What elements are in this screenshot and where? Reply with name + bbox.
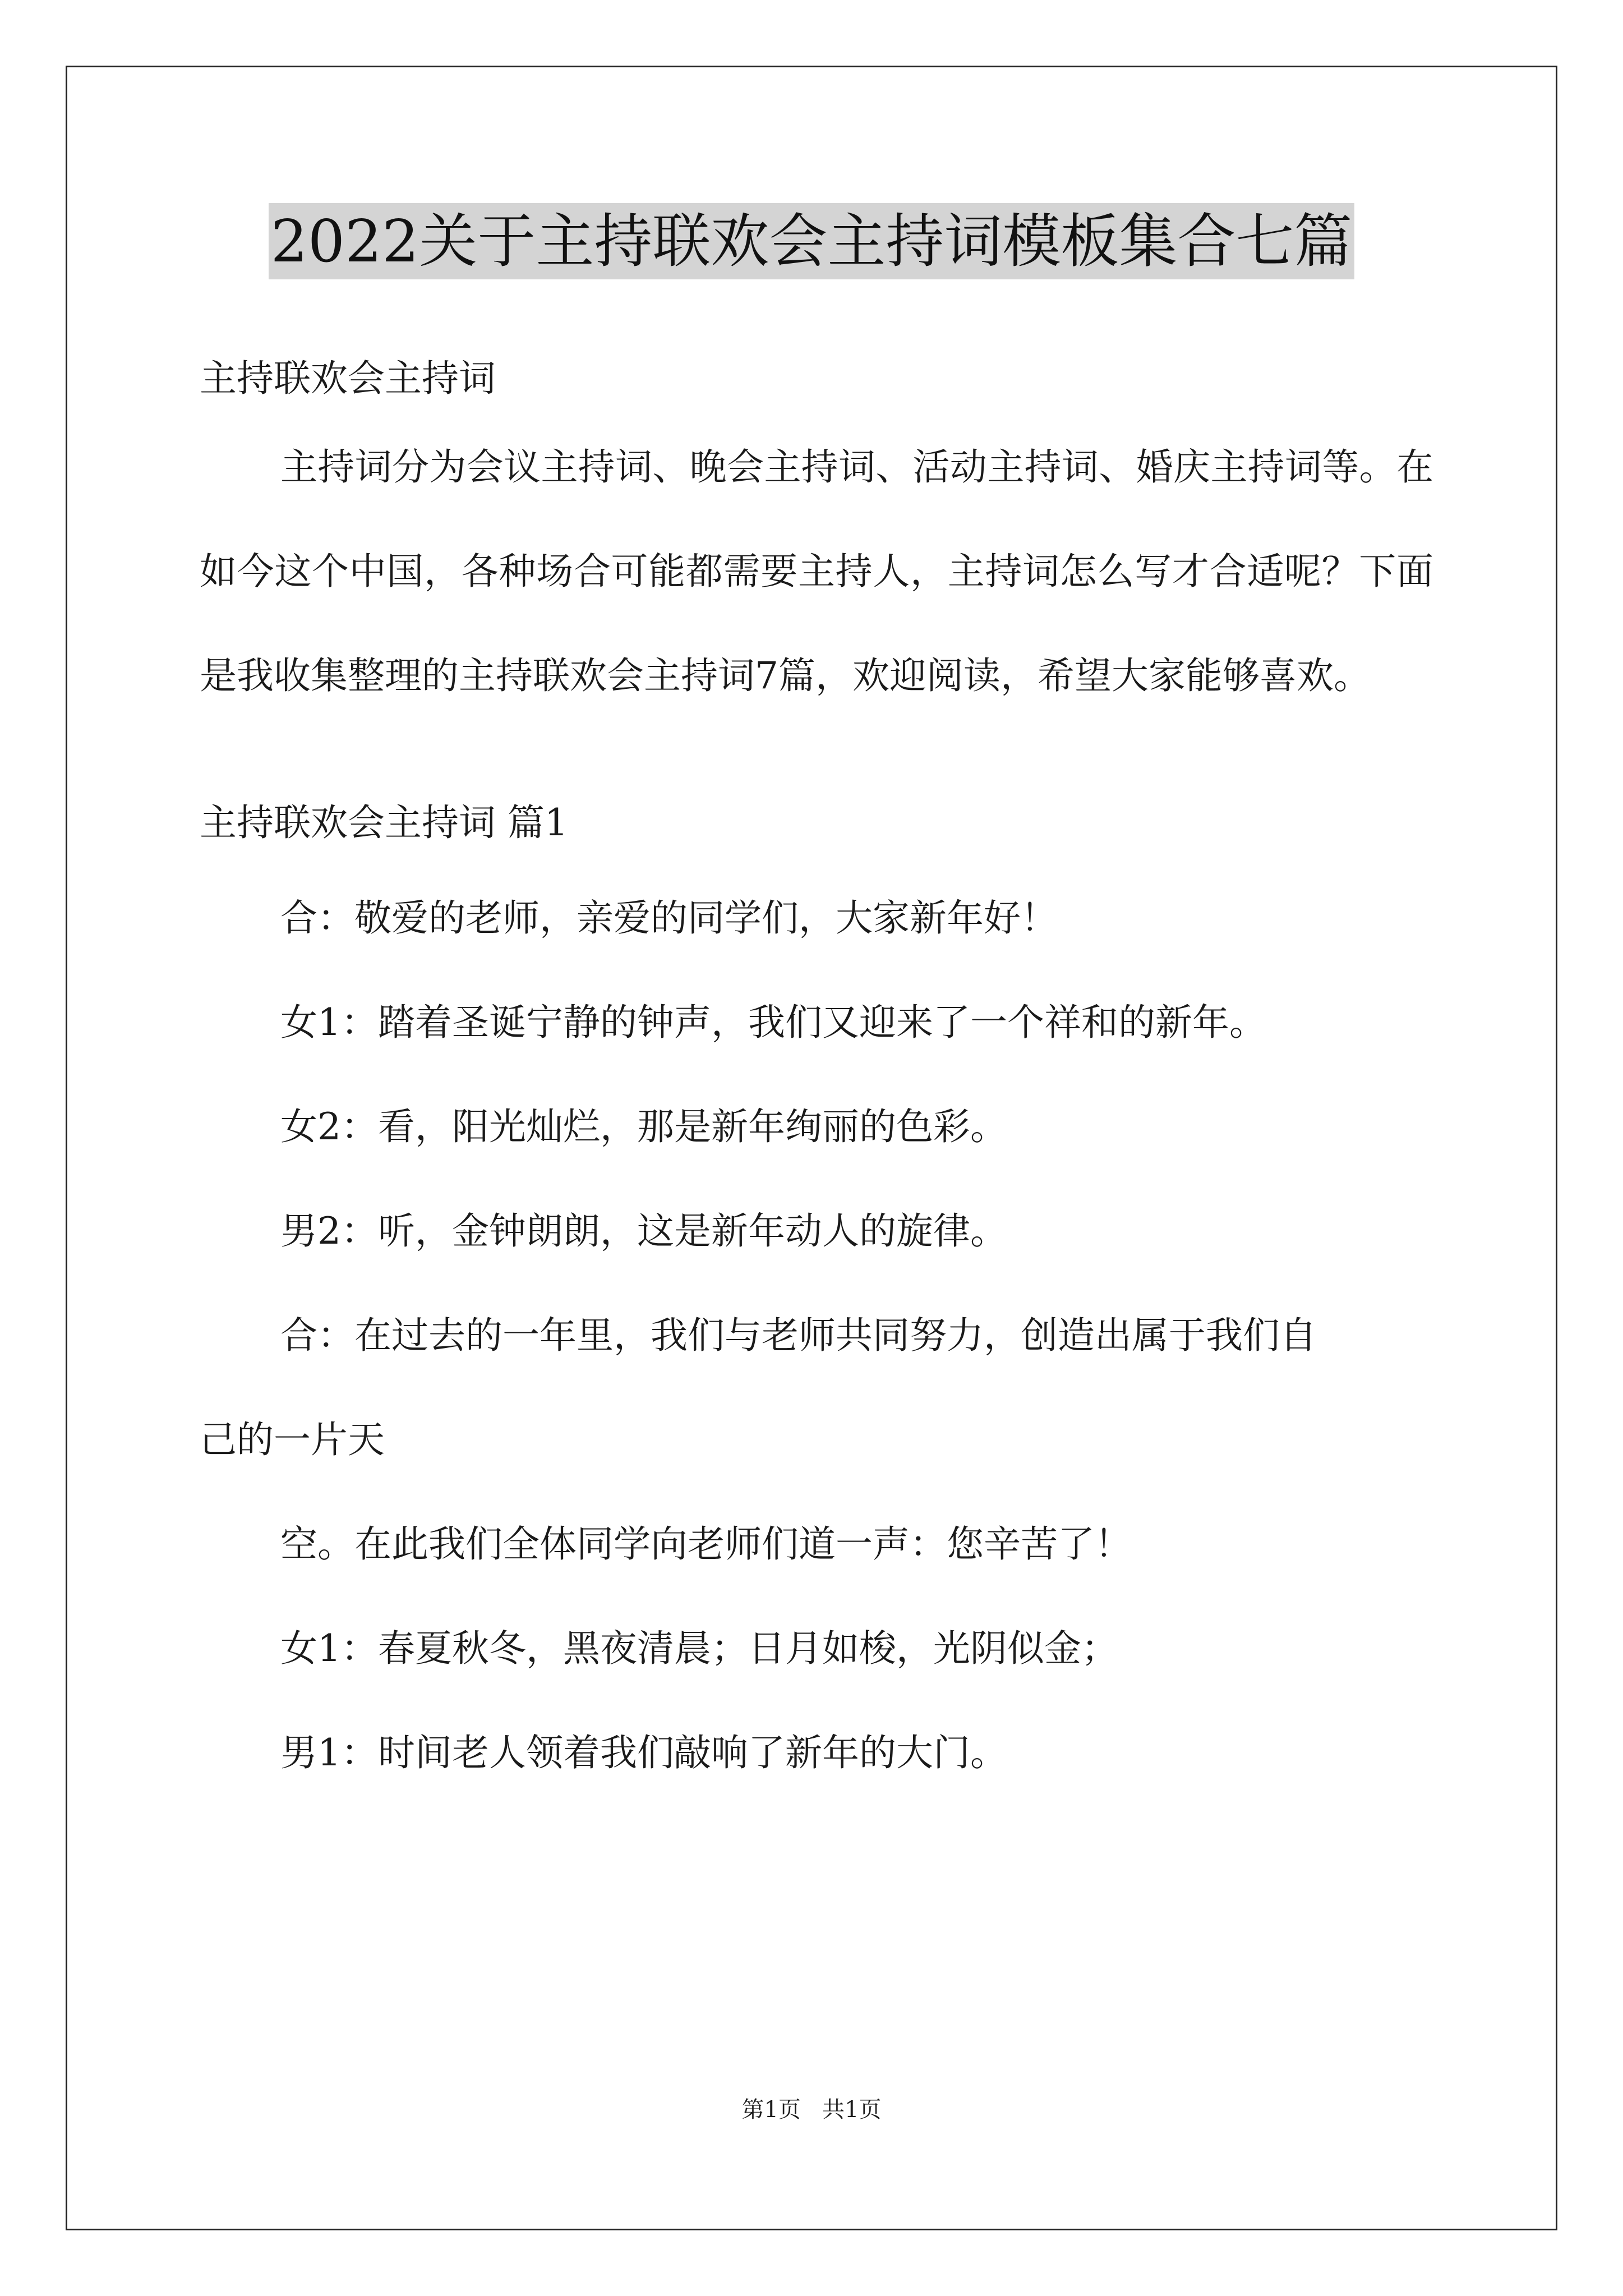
dialogue-line: 女1：踏着圣诞宁静的钟声，我们又迎来了一个祥和的新年。 bbox=[280, 1001, 1266, 1044]
dialogue-line: 男1：时间老人领着我们敲响了新年的大门。 bbox=[280, 1731, 1007, 1774]
dialogue-line: 男2：听，金钟朗朗，这是新年动人的旋律。 bbox=[280, 1209, 1007, 1253]
document-title: 2022关于主持联欢会主持词模板集合七篇 bbox=[269, 203, 1355, 279]
page-footer: 第1页 共1页 bbox=[741, 2097, 882, 2123]
section-heading: 主持联欢会主持词 篇1 bbox=[200, 801, 568, 844]
dialogue-line: 女1：春夏秋冬，黑夜清晨；日月如梭，光阴似金； bbox=[280, 1627, 1118, 1670]
heading-spacer bbox=[200, 859, 1433, 866]
section-spacer bbox=[200, 728, 1433, 786]
dialogue-line: 合：在过去的一年里，我们与老师共同努力，创造出属于我们自 bbox=[280, 1314, 1317, 1357]
intro-heading: 主持联欢会主持词 bbox=[200, 357, 496, 400]
dialogue-line: 合：敬爱的老师，亲爱的同学们，大家新年好！ bbox=[280, 896, 1058, 940]
dialogue-line: 空。在此我们全体同学向老师们道一声：您辛苦了！ bbox=[280, 1522, 1132, 1566]
document-body bbox=[200, 342, 1433, 1805]
dialogue-line-continuation: 己的一片天 bbox=[200, 1418, 385, 1461]
dialogue-line: 女2：看，阳光灿烂，那是新年绚丽的色彩。 bbox=[280, 1105, 1007, 1148]
title-container bbox=[0, 203, 1623, 279]
intro-paragraph: 主持词分为会议主持词、晚会主持词、活动主持词、婚庆主持词等。在如今这个中国，各种场合可能都需要主持人，主持词怎么写才合适呢？下面是我收集整理的主持联欢会主持词7篇，欢迎阅读，希望大家能够喜欢。 bbox=[200, 445, 1433, 697]
